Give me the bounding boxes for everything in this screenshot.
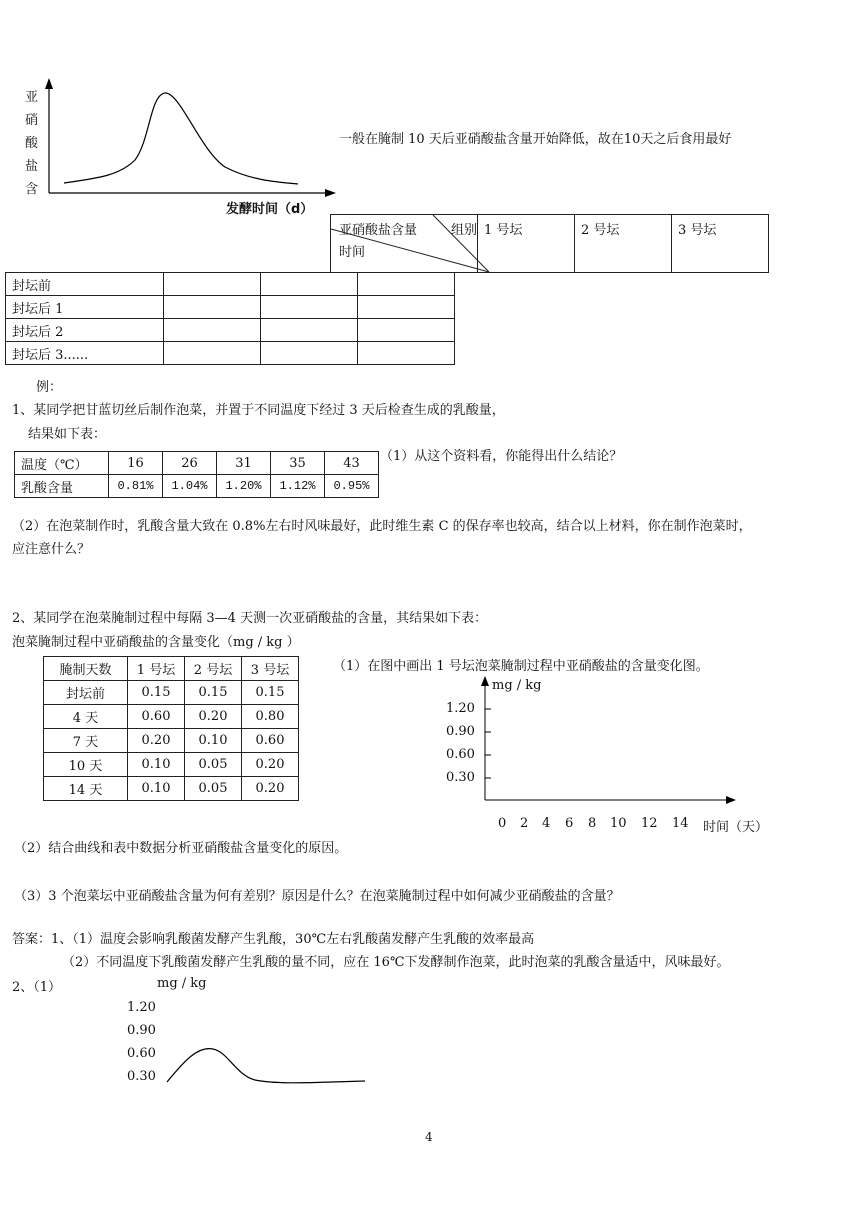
intro-line: 一般在腌制 10 天后亚硝酸盐含量开始降低，故在10天之后食用最好 — [339, 132, 732, 147]
blank-x-tick-label: 2 — [520, 816, 529, 831]
temp-cell: 26 — [163, 452, 217, 475]
nitrite-cell: 0.10 — [128, 753, 185, 777]
blank-x-tick-label: 8 — [588, 816, 597, 831]
ylabel-char: 硝 — [25, 113, 39, 128]
nitrite-cell: 0.80 — [242, 705, 299, 729]
blank-chart-yunit: mg / kg — [492, 678, 542, 693]
answer-y-tick-label: 0.60 — [127, 1046, 156, 1061]
q2-sub3: （3）3 个泡菜坛中亚硝酸盐含量为何有差别？原因是什么？在泡菜腌制过程中如何减少亚硝酸盐的含量？ — [14, 889, 620, 904]
ylabel-char: 盐 — [25, 159, 39, 174]
ylabel-char: 酸 — [25, 136, 39, 151]
example-label: 例： — [36, 380, 63, 395]
ylabel-char: 含 — [25, 182, 39, 197]
nitrite-cell: 0.05 — [185, 753, 242, 777]
record-col-header: 1 号坛 — [478, 215, 575, 273]
lactic-cell: 0.95% — [325, 475, 379, 498]
blank-y-tick-label: 0.30 — [446, 770, 475, 785]
blank-x-tick-label: 0 — [498, 816, 507, 831]
answer-chart-yunit: mg / kg — [157, 976, 207, 991]
q1-text: 1、某同学把甘蓝切丝后制作泡菜，并置于不同温度下经过 3 天后检查生成的乳酸量， — [12, 403, 505, 418]
blank-chart-xlabel: 时间（天） — [703, 820, 769, 835]
nitrite-cell: 0.20 — [128, 729, 185, 753]
corner-top-label: 亚硝酸盐含量 — [339, 223, 418, 238]
nitrite-cell: 0.15 — [128, 681, 185, 705]
nitrite-header: 腌制天数 — [44, 657, 128, 681]
nitrite-cell: 14 天 — [44, 777, 128, 801]
q2-sub1: （1）在图中画出 1 号坛泡菜腌制过程中亚硝酸盐的含量变化图。 — [333, 659, 709, 674]
temp-cell: 35 — [271, 452, 325, 475]
answer-y-tick-label: 0.30 — [127, 1069, 156, 1084]
q2-caption: 泡菜腌制过程中亚硝酸盐的含量变化（mg / kg ） — [12, 635, 300, 650]
temp-cell: 31 — [217, 452, 271, 475]
nitrite-cell: 10 天 — [44, 753, 128, 777]
blank-x-tick-label: 14 — [672, 816, 689, 831]
blank-y-tick-label: 0.90 — [446, 724, 475, 739]
answer-y-tick-label: 0.90 — [127, 1023, 156, 1038]
lactic-cell: 0.81% — [109, 475, 163, 498]
nitrite-cell: 0.60 — [128, 705, 185, 729]
nitrite-header: 3 号坛 — [242, 657, 299, 681]
record-col-header: 2 号坛 — [575, 215, 672, 273]
nitrite-header: 2 号坛 — [185, 657, 242, 681]
nitrite-cell: 4 天 — [44, 705, 128, 729]
record-col-header: 3 号坛 — [672, 215, 769, 273]
blank-y-tick-label: 0.60 — [446, 747, 475, 762]
lactic-row2-label: 乳酸含量 — [15, 475, 109, 498]
record-row-label: 封坛后 3...... — [6, 342, 164, 365]
q1-sub2-line1: （2）在泡菜制作时，乳酸含量大致在 0.8%左右时风味最好，此时维生素 C 的保存率也较高，结合以上材料，你在制作泡菜时， — [12, 519, 752, 534]
nitrite-cell: 0.05 — [185, 777, 242, 801]
answer-2-label: 2、（1） — [12, 980, 62, 995]
answer-y-tick-label: 1.20 — [127, 1000, 156, 1015]
nitrite-cell: 封坛前 — [44, 681, 128, 705]
blank-x-tick-label: 12 — [641, 816, 658, 831]
nitrite-cell: 0.15 — [185, 681, 242, 705]
blank-y-tick-label: 1.20 — [446, 701, 475, 716]
ylabel-char: 亚 — [25, 90, 39, 105]
lactic-cell: 1.04% — [163, 475, 217, 498]
nitrite-cell: 7 天 — [44, 729, 128, 753]
answer-1-1: 答案：1、（1）温度会影响乳酸菌发酵产生乳酸，30℃左右乳酸菌发酵产生乳酸的效率最高 — [12, 932, 535, 947]
nitrite-header: 1 号坛 — [128, 657, 185, 681]
nitrite-cell: 0.20 — [242, 753, 299, 777]
nitrite-cell: 0.10 — [128, 777, 185, 801]
blank-x-tick-label: 6 — [565, 816, 574, 831]
record-row-label: 封坛后 1 — [6, 296, 164, 319]
nitrite-cell: 0.60 — [242, 729, 299, 753]
record-row-label: 封坛后 2 — [6, 319, 164, 342]
temp-cell: 16 — [109, 452, 163, 475]
record-row-label: 封坛前 — [6, 273, 164, 296]
temp-cell: 43 — [325, 452, 379, 475]
lactic-cell: 1.20% — [217, 475, 271, 498]
nitrite-cell: 0.15 — [242, 681, 299, 705]
q1-text2: 结果如下表： — [28, 427, 107, 442]
corner-group-label: 组别 — [451, 223, 478, 238]
answer-curve — [167, 1049, 365, 1083]
page-number: 4 — [425, 1130, 433, 1144]
top-chart-xlabel: 发酵时间（d） — [226, 202, 314, 217]
q1-sub2-line2: 应注意什么？ — [12, 542, 91, 557]
lactic-row1-label: 温度（℃） — [15, 452, 109, 475]
nitrite-cell: 0.10 — [185, 729, 242, 753]
nitrite-cell: 0.20 — [242, 777, 299, 801]
q2-sub2: （2）结合曲线和表中数据分析亚硝酸盐含量变化的原因。 — [14, 841, 348, 856]
corner-bottom-label: 时间 — [339, 245, 366, 260]
blank-x-tick-label: 4 — [542, 816, 551, 831]
blank-x-tick-label: 10 — [610, 816, 627, 831]
q2-text: 2、某同学在泡菜腌制过程中每隔 3—4 天测一次亚硝酸盐的含量，其结果如下表： — [12, 611, 488, 626]
q1-sub1: （1）从这个资料看，你能得出什么结论？ — [380, 449, 623, 464]
lactic-cell: 1.12% — [271, 475, 325, 498]
nitrite-cell: 0.20 — [185, 705, 242, 729]
answer-1-2: （2）不同温度下乳酸菌发酵产生乳酸的量不同，应在 16℃下发酵制作泡菜，此时泡菜的乳酸含量适中，风味最好。 — [62, 955, 730, 970]
